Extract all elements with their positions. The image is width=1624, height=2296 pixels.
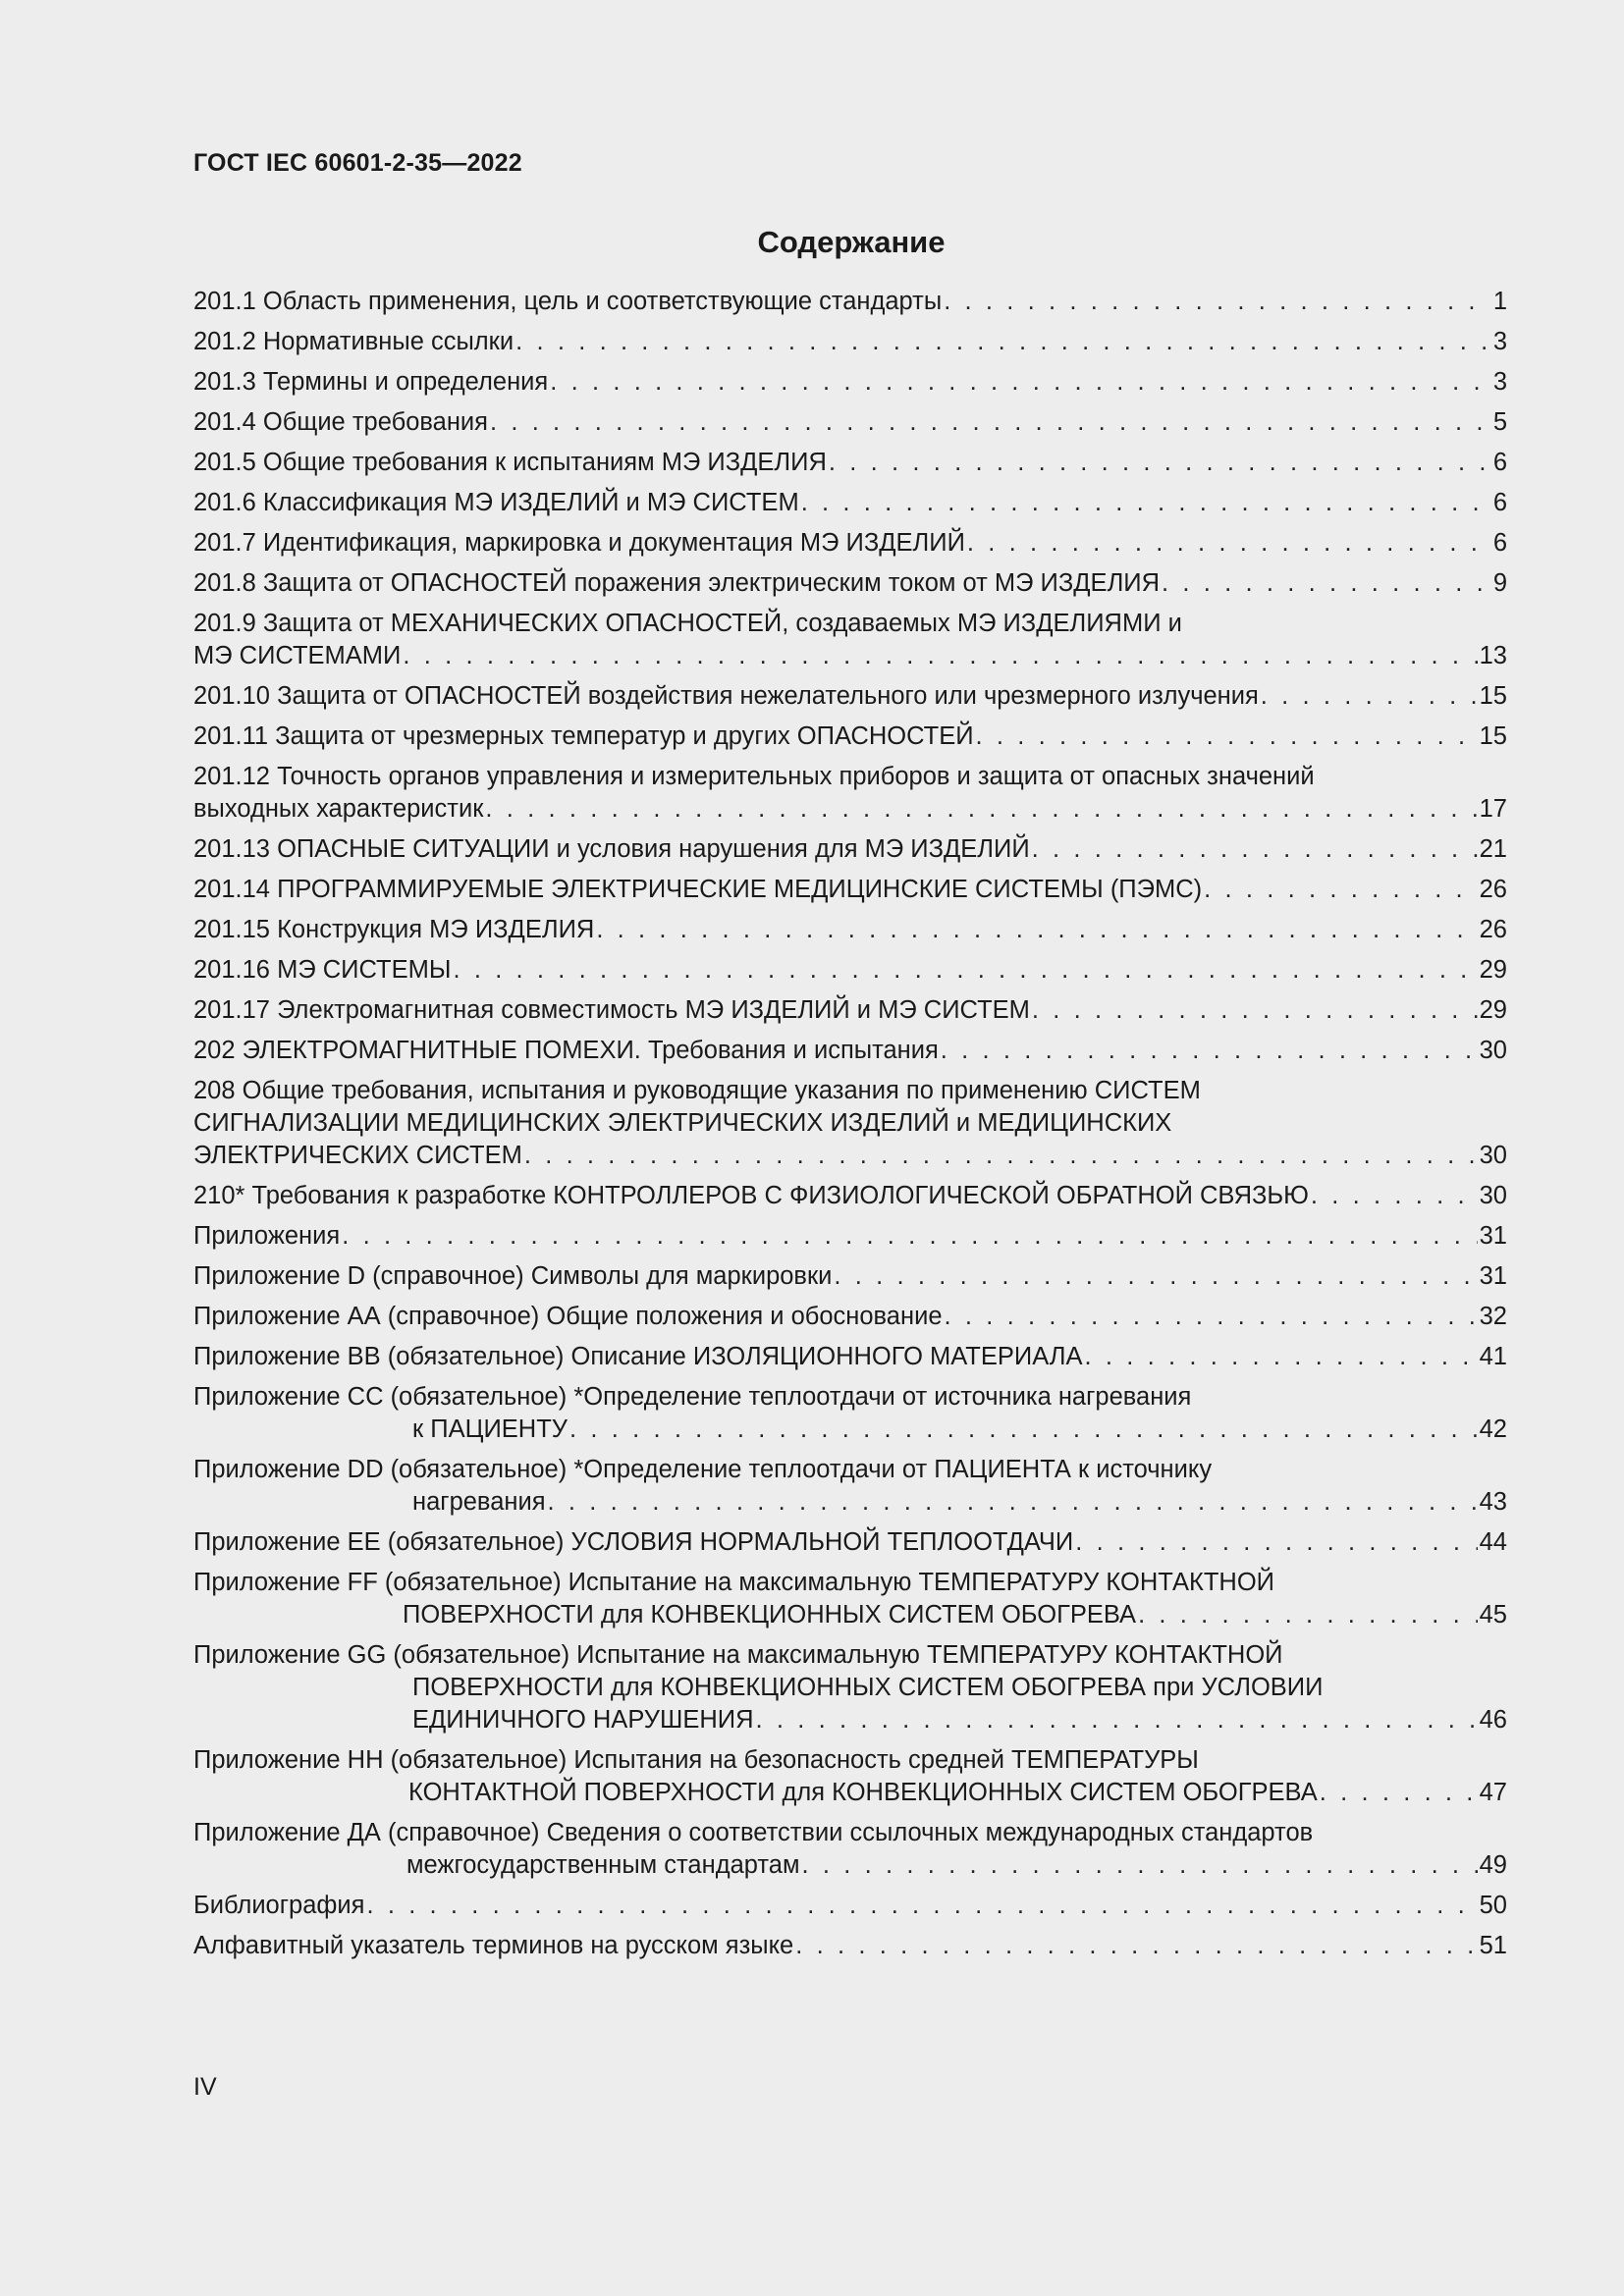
toc-entry-line (193, 1817, 1507, 1849)
toc-page-number: 9 (1492, 569, 1507, 597)
toc-entry (193, 1890, 1507, 1922)
toc-page-number: 13 (1479, 642, 1507, 669)
toc-leader-dots (569, 1414, 1478, 1446)
toc-entry-title: 201.17 Электромагнитная совместимость МЭ ИЗДЕЛИЙ и МЭ СИСТЕМ (193, 996, 1030, 1024)
toc-page-number: 30 (1479, 1182, 1507, 1209)
toc-entry-line (193, 680, 1507, 713)
toc-entry-title: 201.7 Идентификация, маркировка и документация МЭ ИЗДЕЛИЙ (193, 529, 965, 557)
toc-entry-title: 201.4 Общие требования (193, 408, 488, 436)
toc-entry-title: КОНТАКТНОЙ ПОВЕРХНОСТИ для КОНВЕКЦИОННЫХ СИСТЕМ ОБОГРЕВА (408, 1779, 1318, 1806)
toc-entry-line (193, 487, 1507, 519)
toc-entry-title: 201.12 Точность органов управления и измерительных приборов и защита от опасных значений (193, 763, 1315, 790)
toc-leader-dots (801, 1849, 1477, 1882)
toc-leader-dots (485, 793, 1477, 826)
toc-leader-dots (1085, 1341, 1478, 1373)
toc-entry (193, 1817, 1507, 1882)
toc-entry (193, 1075, 1507, 1172)
toc-page-number: 5 (1492, 408, 1507, 436)
toc-entry-title: Приложения (193, 1222, 341, 1250)
toc-entry-title: 201.8 Защита от ОПАСНОСТЕЙ поражения электрическим током от МЭ ИЗДЕЛИЯ (193, 569, 1161, 597)
toc-entry-title: Приложение ЕЕ (обязательное) УСЛОВИЯ НОРМАЛЬНОЙ ТЕПЛООТДАЧИ (193, 1528, 1074, 1556)
toc-entry-line (193, 567, 1507, 600)
toc-leader-dots (945, 1301, 1478, 1333)
toc-entry (193, 487, 1507, 519)
toc-entry-title: Приложение НН (обязательное) Испытания на безопасность средней ТЕМПЕРАТУРЫ (193, 1746, 1199, 1774)
toc-entry (193, 286, 1507, 318)
toc-leader-dots (1162, 567, 1491, 600)
toc-page-number: 31 (1479, 1262, 1507, 1290)
toc-leader-dots (1075, 1526, 1477, 1559)
toc-page-number: 6 (1492, 529, 1507, 557)
toc-entry (193, 680, 1507, 713)
toc-entry (193, 567, 1507, 600)
toc-leader-dots (976, 721, 1478, 753)
toc-entry-line (193, 954, 1507, 987)
toc-entry-line (193, 1599, 1507, 1631)
toc-leader-dots (550, 366, 1491, 399)
toc-entry-line (193, 793, 1507, 826)
toc-page-number: 49 (1479, 1851, 1507, 1879)
toc-entry-line (193, 608, 1507, 640)
toc-page-number: 44 (1479, 1528, 1507, 1556)
toc-entry-line (193, 1220, 1507, 1253)
toc-entry (193, 406, 1507, 439)
toc-leader-dots (795, 1930, 1477, 1962)
toc-entry-line (193, 1639, 1507, 1672)
toc-entry-title: межгосударственным стандартам (406, 1851, 800, 1879)
toc-entry (193, 1381, 1507, 1446)
toc-leader-dots (829, 447, 1491, 479)
toc-page-number: 30 (1479, 1142, 1507, 1169)
toc-page-number: 3 (1492, 328, 1507, 355)
toc-entry-line (193, 1526, 1507, 1559)
toc-entry-line (193, 406, 1507, 439)
toc-entry (193, 914, 1507, 946)
toc-page-number: 47 (1479, 1779, 1507, 1806)
toc-entry-line (193, 833, 1507, 866)
toc-entry (193, 874, 1507, 906)
toc-entry-line (193, 1180, 1507, 1212)
toc-entry-title: СИГНАЛИЗАЦИИ МЕДИЦИНСКИХ ЭЛЕКТРИЧЕСКИХ ИЗДЕЛИЙ и МЕДИЦИНСКИХ (193, 1109, 1172, 1137)
document-header: ГОСТ IEC 60601-2-35—2022 (193, 149, 522, 177)
toc-entry-title: Приложение GG (обязательное) Испытание на максимальную ТЕМПЕРАТУРУ КОНТАКТНОЙ (193, 1641, 1283, 1669)
toc-page-number: 30 (1479, 1037, 1507, 1064)
toc-entry-line (193, 1744, 1507, 1777)
toc-entry (193, 994, 1507, 1027)
toc-entry-line (193, 326, 1507, 358)
toc-entry (193, 1035, 1507, 1067)
toc-leader-dots (453, 954, 1477, 987)
toc-entry-line (193, 1849, 1507, 1882)
toc-leader-dots (1032, 833, 1478, 866)
toc-entry-title: Приложение СС (обязательное) *Определение теплоотдачи от источника нагревания (193, 1383, 1192, 1411)
toc-entry-title: ЕДИНИЧНОГО НАРУШЕНИЯ (412, 1706, 754, 1734)
toc-entry-title: 208 Общие требования, испытания и руководящие указания по применению СИСТЕМ (193, 1077, 1201, 1104)
toc-entry-title: к ПАЦИЕНТУ (412, 1415, 568, 1443)
toc-entry-line (193, 1930, 1507, 1962)
toc-entry-line (193, 1454, 1507, 1486)
toc-entry (193, 1930, 1507, 1962)
toc-entry-line (193, 1107, 1507, 1140)
toc-leader-dots (515, 326, 1491, 358)
toc-leader-dots (342, 1220, 1477, 1253)
toc-leader-dots (1032, 994, 1478, 1027)
toc-page-number: 50 (1479, 1892, 1507, 1919)
toc-entry-title: МЭ СИСТЕМАМИ (193, 642, 402, 669)
toc-page-number: 26 (1479, 876, 1507, 903)
toc-entry-line (193, 914, 1507, 946)
toc-entry (193, 447, 1507, 479)
toc-entry-line (193, 1075, 1507, 1107)
toc-entry-title: Приложение D (справочное) Символы для маркировки (193, 1262, 833, 1290)
toc-entry (193, 608, 1507, 672)
toc-entry-line (193, 1567, 1507, 1599)
toc-page-number: 46 (1479, 1706, 1507, 1734)
toc-leader-dots (366, 1890, 1477, 1922)
toc-entry-line (193, 1777, 1507, 1809)
toc-page-number: 6 (1492, 449, 1507, 476)
toc-entry (193, 721, 1507, 753)
toc-entry-title: 201.6 Классификация МЭ ИЗДЕЛИЙ и МЭ СИСТЕМ (193, 489, 799, 516)
toc-entry (193, 954, 1507, 987)
toc-entry (193, 1639, 1507, 1736)
toc-leader-dots (1320, 1777, 1478, 1809)
toc-entry-title: Приложение DD (обязательное) *Определение теплоотдачи от ПАЦИЕНТА к источнику (193, 1456, 1213, 1483)
toc-entry (193, 1301, 1507, 1333)
toc-entry-line (193, 1704, 1507, 1736)
toc-entry-line (193, 874, 1507, 906)
page-title: Содержание (757, 225, 946, 259)
toc-entry-line (193, 1035, 1507, 1067)
toc-entry (193, 1526, 1507, 1559)
toc-entry-line (193, 1486, 1507, 1519)
toc-entry-title: ПОВЕРХНОСТИ для КОНВЕКЦИОННЫХ СИСТЕМ ОБОГРЕВА при УСЛОВИИ (412, 1674, 1324, 1701)
toc-entry-line (193, 1890, 1507, 1922)
toc-page-number: 6 (1492, 489, 1507, 516)
toc-leader-dots (834, 1260, 1477, 1293)
toc-entry-title: нагревания (412, 1488, 546, 1516)
toc-entry-line (193, 1381, 1507, 1414)
toc-entry-title: 201.2 Нормативные ссылки (193, 328, 514, 355)
toc-page-number: 45 (1479, 1601, 1507, 1629)
toc-leader-dots (1204, 874, 1478, 906)
toc-entry (193, 326, 1507, 358)
toc-entry-title: Библиография (193, 1892, 365, 1919)
toc-entry (193, 1260, 1507, 1293)
toc-page-number: 26 (1479, 916, 1507, 943)
toc-leader-dots (941, 1035, 1478, 1067)
toc-entry-line (193, 286, 1507, 318)
toc-entry-line (193, 366, 1507, 399)
toc-leader-dots (756, 1704, 1478, 1736)
toc-page-number: 43 (1479, 1488, 1507, 1516)
toc-entry-line (193, 1414, 1507, 1446)
toc-entry-title: Приложение АА (справочное) Общие положения и обоснование (193, 1303, 943, 1330)
toc-page-number: 32 (1479, 1303, 1507, 1330)
toc-entry-title: 201.5 Общие требования к испытаниям МЭ ИЗДЕЛИЯ (193, 449, 827, 476)
toc-leader-dots (967, 527, 1491, 560)
toc-entry-line (193, 994, 1507, 1027)
toc-page-number: 21 (1479, 835, 1507, 863)
toc-entry-title: 201.16 МЭ СИСТЕМЫ (193, 956, 452, 984)
toc-leader-dots (596, 914, 1477, 946)
toc-entry (193, 761, 1507, 826)
table-of-contents (193, 286, 1507, 1970)
toc-leader-dots (490, 406, 1491, 439)
toc-page-number: 42 (1479, 1415, 1507, 1443)
toc-entry-line (193, 761, 1507, 793)
page-number: IV (193, 2073, 217, 2101)
toc-entry-title: 201.14 ПРОГРАММИРУЕМЫЕ ЭЛЕКТРИЧЕСКИЕ МЕДИЦИНСКИЕ СИСТЕМЫ (ПЭМС) (193, 876, 1203, 903)
toc-entry (193, 527, 1507, 560)
toc-leader-dots (944, 286, 1491, 318)
toc-entry-title: 202 ЭЛЕКТРОМАГНИТНЫЕ ПОМЕХИ. Требования и испытания (193, 1037, 939, 1064)
toc-page-number: 15 (1479, 682, 1507, 710)
toc-entry-title: выходных характеристик (193, 795, 484, 823)
toc-leader-dots (1311, 1180, 1478, 1212)
toc-leader-dots (1261, 680, 1478, 713)
toc-page-number: 17 (1479, 795, 1507, 823)
toc-page-number: 29 (1479, 956, 1507, 984)
toc-leader-dots (548, 1486, 1478, 1519)
toc-entry-line (193, 640, 1507, 672)
toc-entry-title: ПОВЕРХНОСТИ для КОНВЕКЦИОННЫХ СИСТЕМ ОБОГРЕВА (403, 1601, 1137, 1629)
toc-entry-title: 210* Требования к разработке КОНТРОЛЛЕРОВ С ФИЗИОЛОГИЧЕСКОЙ ОБРАТНОЙ СВЯЗЬЮ (193, 1182, 1309, 1209)
toc-page-number: 1 (1492, 288, 1507, 315)
toc-entry-title: ЭЛЕКТРИЧЕСКИХ СИСТЕМ (193, 1142, 522, 1169)
toc-page-number: 15 (1479, 722, 1507, 750)
toc-entry-line (193, 527, 1507, 560)
toc-entry-title: Приложение ВВ (обязательное) Описание ИЗОЛЯЦИОННОГО МАТЕРИАЛА (193, 1343, 1083, 1370)
toc-entry (193, 1454, 1507, 1519)
toc-entry-line (193, 447, 1507, 479)
toc-page-number: 41 (1479, 1343, 1507, 1370)
toc-entry-title: 201.9 Защита от МЕХАНИЧЕСКИХ ОПАСНОСТЕЙ, создаваемых МЭ ИЗДЕЛИЯМИ и (193, 610, 1182, 637)
toc-entry-line (193, 1672, 1507, 1704)
toc-leader-dots (1138, 1599, 1478, 1631)
toc-page-number: 31 (1479, 1222, 1507, 1250)
toc-entry-title: 201.13 ОПАСНЫЕ СИТУАЦИИ и условия нарушения для МЭ ИЗДЕЛИЙ (193, 835, 1030, 863)
toc-entry (193, 1341, 1507, 1373)
toc-page-number: 29 (1479, 996, 1507, 1024)
toc-leader-dots (403, 640, 1477, 672)
toc-entry-title: 201.10 Защита от ОПАСНОСТЕЙ воздействия нежелательного или чрезмерного излучения (193, 682, 1259, 710)
toc-entry (193, 1567, 1507, 1631)
toc-entry-title: Приложение ДА (справочное) Сведения о соответствии ссылочных международных стандартов (193, 1819, 1314, 1846)
toc-entry-title: 201.15 Конструкция МЭ ИЗДЕЛИЯ (193, 916, 595, 943)
toc-entry (193, 366, 1507, 399)
toc-entry-title: 201.11 Защита от чрезмерных температур и других ОПАСНОСТЕЙ (193, 722, 974, 750)
toc-page-number: 3 (1492, 368, 1507, 396)
toc-entry-line (193, 721, 1507, 753)
toc-page-number: 51 (1479, 1932, 1507, 1959)
toc-entry-line (193, 1140, 1507, 1172)
toc-leader-dots (524, 1140, 1478, 1172)
toc-entry (193, 1180, 1507, 1212)
toc-entry (193, 1220, 1507, 1253)
toc-entry-title: 201.1 Область применения, цель и соответствующие стандарты (193, 288, 943, 315)
toc-entry (193, 1744, 1507, 1809)
toc-leader-dots (801, 487, 1491, 519)
toc-entry-title: Алфавитный указатель терминов на русском языке (193, 1932, 794, 1959)
toc-entry (193, 833, 1507, 866)
toc-entry-line (193, 1341, 1507, 1373)
toc-entry-title: 201.3 Термины и определения (193, 368, 549, 396)
toc-entry-title: Приложение FF (обязательное) Испытание на максимальную ТЕМПЕРАТУРУ КОНТАКТНОЙ (193, 1569, 1274, 1596)
toc-entry-line (193, 1260, 1507, 1293)
toc-entry-line (193, 1301, 1507, 1333)
